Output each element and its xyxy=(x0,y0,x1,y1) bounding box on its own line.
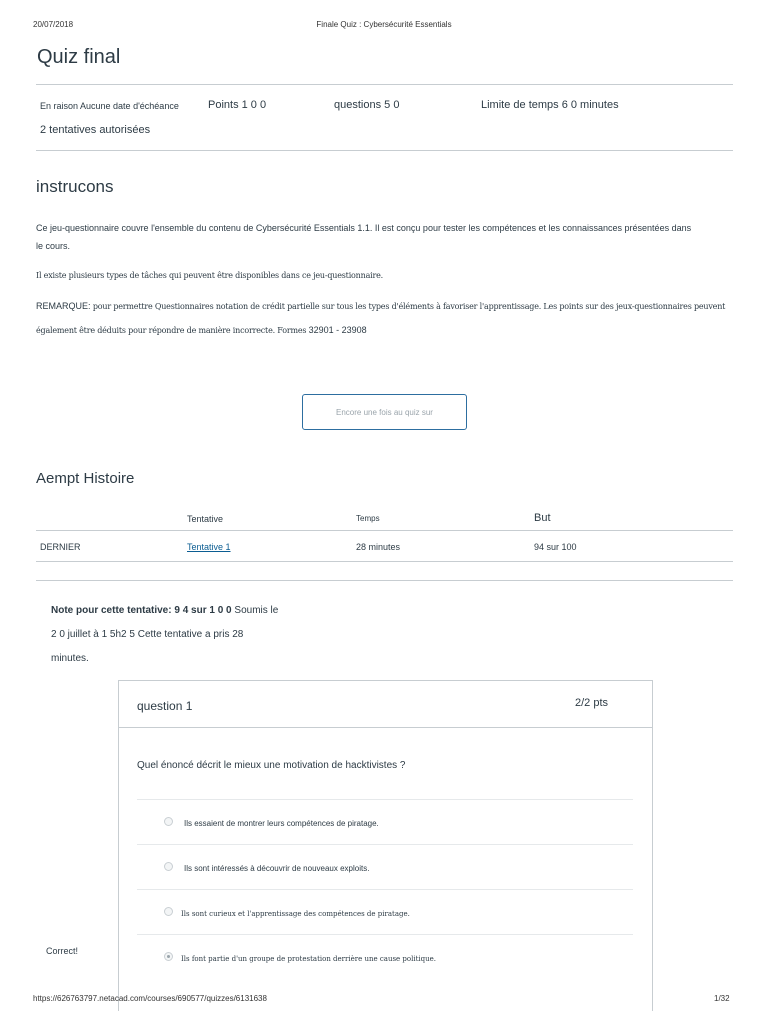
correct-indicator xyxy=(36,938,118,968)
radio-button[interactable] xyxy=(164,817,173,826)
radio-button[interactable] xyxy=(164,907,173,916)
instructions-paragraph-3 xyxy=(36,297,736,316)
answer-option[interactable] xyxy=(137,889,633,934)
radio-button-selected[interactable] xyxy=(164,952,173,961)
submitted-date: 2 0 juillet à 1 5h2 5 Cette tentative a pris 28 xyxy=(51,629,244,640)
print-date: 20/07/2018 xyxy=(33,20,74,29)
divider xyxy=(36,530,733,531)
page-title: Quiz final xyxy=(37,46,121,68)
question-header xyxy=(119,681,652,728)
answer-text: Ils sont curieux et l'apprentissage des compétences de piratage. xyxy=(181,910,410,918)
footer-url: https://626763797.netacad.com/courses/690577/quizzes/6131638 xyxy=(33,994,267,1003)
questions-count: questions 5 0 xyxy=(334,99,400,111)
divider xyxy=(36,580,733,581)
question-text: Quel énoncé décrit le mieux une motivation de hacktivistes ? xyxy=(137,760,406,771)
score-label: Note pour cette tentative: xyxy=(51,605,175,616)
submitted-label: Soumis le xyxy=(231,605,279,616)
attempts-allowed: 2 tentatives autorisées xyxy=(40,124,151,136)
history-row-label: DERNIER xyxy=(40,542,81,552)
print-title: Finale Quiz : Cybersécurité Essentials xyxy=(316,20,452,29)
question-points: 2/2 pts xyxy=(575,697,609,709)
time-limit: Limite de temps 6 0 minutes xyxy=(481,99,619,111)
answer-text: Ils sont intéressés à découvrir de nouveaux exploits. xyxy=(184,864,370,873)
radio-button[interactable] xyxy=(164,862,173,871)
answer-text: Ils font partie d'un groupe de protestation derrière une cause politique. xyxy=(181,955,437,963)
attempt-score-note xyxy=(51,599,311,671)
correct-label: Correct! xyxy=(46,946,79,956)
remark-text: pour permettre Questionnaires notation de crédit partielle sur tous les types d'éléments à favoriser l'apprentissage. Les points sur des jeux-questionnaires peuvent xyxy=(90,302,726,311)
score-value: 9 4 sur 1 0 0 xyxy=(174,605,232,616)
page-number: 1/32 xyxy=(714,994,730,1003)
answer-option[interactable] xyxy=(137,799,633,844)
forms-numbers: 32901 - 23908 xyxy=(308,325,367,335)
points-value: Points 1 0 0 xyxy=(208,99,267,111)
instructions-heading: instrucons xyxy=(36,177,114,196)
duration: minutes. xyxy=(51,653,89,664)
instructions-paragraph-3b xyxy=(36,321,736,340)
history-row-score: 94 sur 100 xyxy=(534,542,577,552)
answer-option[interactable] xyxy=(137,844,633,889)
history-row-time: 28 minutes xyxy=(356,542,401,552)
column-header-score: But xyxy=(534,512,551,524)
history-heading: Aempt Histoire xyxy=(36,470,135,487)
instructions-paragraph-1: Ce jeu-questionnaire couvre l'ensemble du contenu de Cybersécurité Essentials 1.1. Il est conçu pour tester les compétences et les connaissances présentées dans le cours. xyxy=(36,223,692,251)
divider xyxy=(36,150,733,151)
remark-text-2: également être déduits pour répondre de manière incorrecte. Formes xyxy=(36,326,309,335)
instructions-paragraph-2: Il existe plusieurs types de tâches qui peuvent être disponibles dans ce jeu-questionnaire. xyxy=(36,271,384,280)
answer-text: Ils essaient de montrer leurs compétences de piratage. xyxy=(184,819,379,828)
divider xyxy=(36,84,733,85)
due-date: En raison Aucune date d'échéance xyxy=(40,101,179,111)
question-label: question 1 xyxy=(137,699,193,713)
answer-option-selected[interactable] xyxy=(137,934,633,979)
divider xyxy=(36,561,733,562)
column-header-time: Temps xyxy=(356,514,380,523)
remark-label: REMARQUE: xyxy=(36,301,91,311)
question-card xyxy=(118,680,653,1011)
column-header-attempt: Tentative xyxy=(187,514,224,524)
attempt-1-link[interactable]: Tentative 1 xyxy=(187,542,231,552)
retake-quiz-button[interactable]: Encore une fois au quiz sur xyxy=(302,394,467,430)
